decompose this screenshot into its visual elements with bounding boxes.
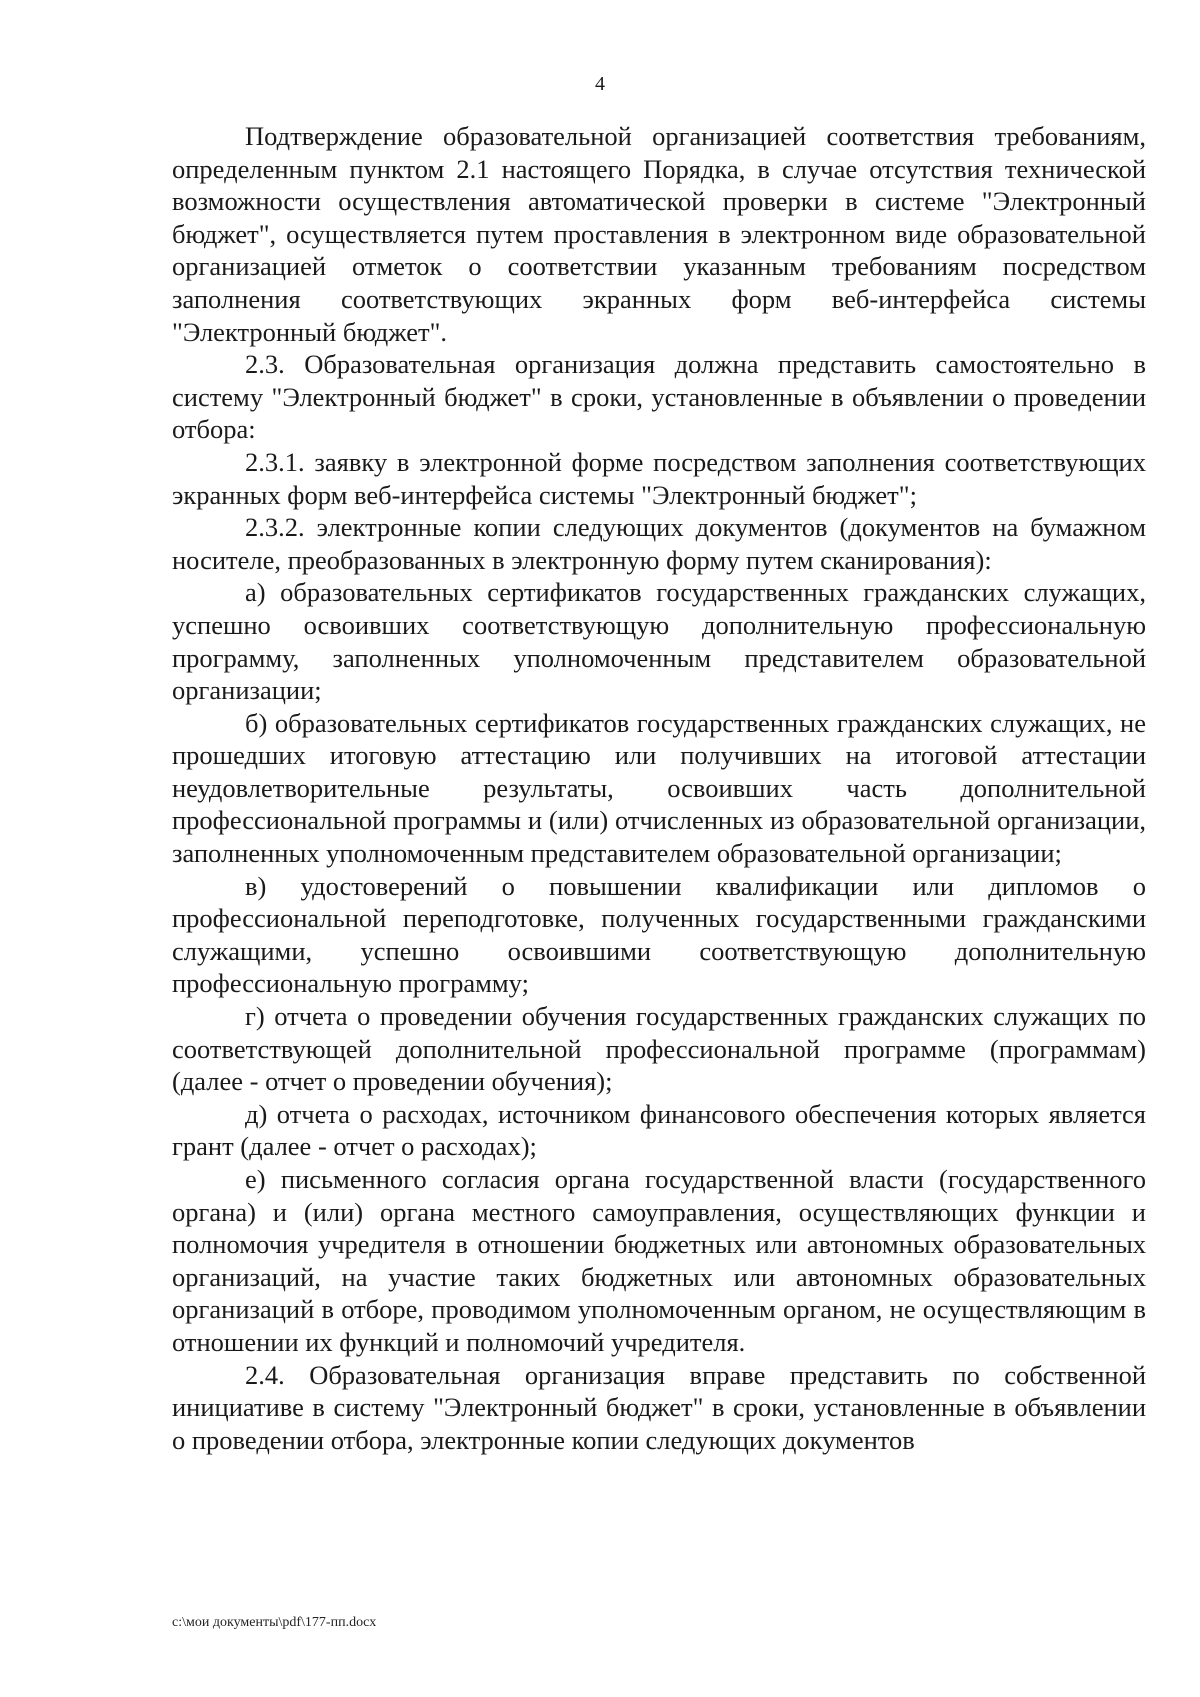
paragraph-2-3-2: 2.3.2. электронные копии следующих документов (документов на бумажном носителе, преобразованных в электронную форму путем сканирования): <box>172 512 1146 575</box>
paragraph-confirmation: Подтверждение образовательной организацией соответствия требованиям, определенным пунктом 2.1 настоящего Порядка, в случае отсутствия технической возможности осуществления автоматической проверки в системе "Электронный бюджет", осуществляется путем проставления в электронном виде образовательной организацией отметок о соответствии указанным требованиям посредством заполнения соответствующих экранных форм веб-интерфейса системы "Электронный бюджет". <box>172 121 1146 347</box>
list-item-a: а) образовательных сертификатов государственных гражданских служащих, успешно освоивших соответствующую дополнительную профессиональную программу, заполненных уполномоченным представителем образовательной организации; <box>172 577 1146 706</box>
page-number: 4 <box>595 73 605 95</box>
list-item-d: д) отчета о расходах, источником финансового обеспечения которых является грант (далее - отчет о расходах); <box>172 1098 1146 1162</box>
list-item-e: е) письменного согласия органа государственной власти (государственного органа) и (или) органа местного самоуправления, осуществляющих функции и полномочия учредителя в отношении бюджетных или автономных образовательных организаций, на участие таких бюджетных или автономных образовательных организаций в отборе, проводимом уполномоченным органом, не осуществляющим в отношении их функций и полномочий учредителя. <box>172 1164 1146 1357</box>
paragraph-2-4: 2.4. Образовательная организация вправе представить по собственной инициативе в систему "Электронный бюджет" в сроки, установленные в объявлении о проведении отбора, электронные копии следующих документов <box>172 1359 1146 1455</box>
footer-file-path: c:\мои документы\pdf\177-пп.docx <box>172 1615 377 1630</box>
list-item-v: в) удостоверений о повышении квалификации или дипломов о профессиональной переподготовке, полученных государственными гражданскими служащими, успешно освоившими соответствующую дополнительную профессиональную программу; <box>172 870 1146 999</box>
list-item-b: б) образовательных сертификатов государственных гражданских служащих, не прошедших итоговую аттестацию или получивших на итоговой аттестации неудовлетворительные результаты, освоивших часть дополнительной профессиональной программы и (или) отчисленных из образовательной организации, заполненных уполномоченным представителем образовательной организации; <box>172 707 1146 869</box>
list-item-g: г) отчета о проведении обучения государственных гражданских служащих по соответствующей дополнительной профессиональной программе (программам) (далее - отчет о проведении обучения); <box>172 1001 1146 1097</box>
paragraph-2-3-1: 2.3.1. заявку в электронной форме посредством заполнения соответствующих экранных форм веб-интерфейса системы "Электронный бюджет"; <box>172 446 1146 510</box>
paragraph-2-3: 2.3. Образовательная организация должна представить самостоятельно в систему "Электронный бюджет" в сроки, установленные в объявлении о проведении отбора: <box>172 349 1146 445</box>
document-body <box>172 120 1146 1456</box>
